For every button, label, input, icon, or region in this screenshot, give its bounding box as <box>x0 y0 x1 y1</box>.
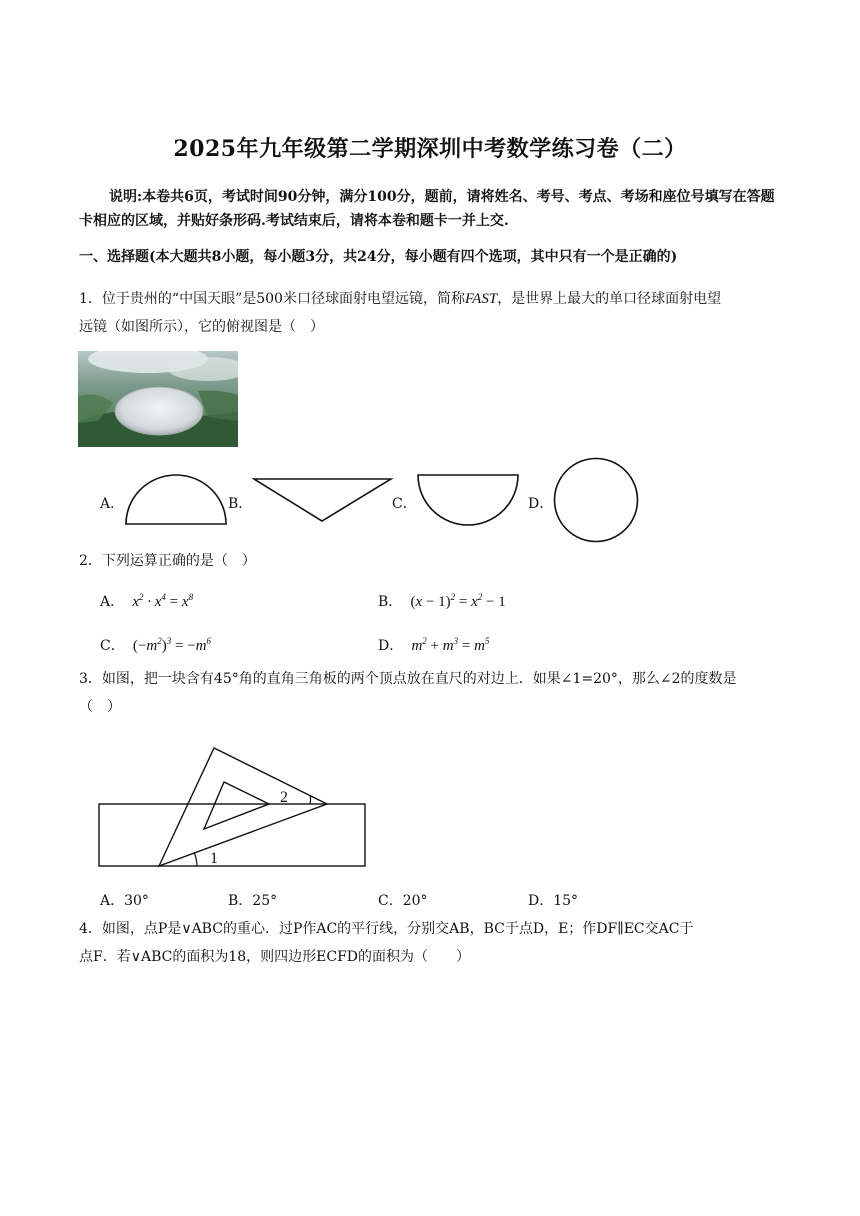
q3-option-c: C．20° <box>378 893 428 909</box>
q2-option-a-formula: $x^2 \cdot x^4 = x^8$ <box>128 592 194 610</box>
q1-option-a-semicircle-icon <box>124 473 228 527</box>
q2-option-c <box>100 635 211 655</box>
ruler-triangle-figure <box>96 742 368 872</box>
question-2: 2．下列运算正确的是（ ） <box>79 553 256 569</box>
q3-option-b: B．25° <box>228 893 278 909</box>
q1-option-b-label: B． <box>228 496 253 512</box>
question-1-text-b: ，是世界上最大的单口径球面射电望 <box>497 291 722 307</box>
q2-option-b-formula: $(x - 1)^2 = x^2 - 1$ <box>410 592 506 610</box>
question-3-text-b: （ ） <box>79 699 121 715</box>
fast-telescope-photo <box>78 351 238 447</box>
q1-option-d-label: D． <box>528 496 554 512</box>
q3-option-a: A．30° <box>100 893 149 909</box>
angle-1-arc <box>194 852 197 866</box>
angle-2-label: 2 <box>280 789 288 806</box>
exam-instructions: 说明:本卷共6页，考试时间90分钟，满分100分，题前，请将姓名、考号、考点、考场和座位号填写在答题卡相应的区域，并贴好条形码.考试结束后，请将本卷和题卡一并上交. <box>79 189 775 229</box>
q2-option-d-label: D． <box>378 638 404 654</box>
q2-option-b-label: B． <box>378 594 403 610</box>
angle-1-label: 1 <box>210 850 218 867</box>
triangle-inner <box>204 782 269 829</box>
q1-option-c-label: C． <box>392 496 417 512</box>
q1-option-b-triangle-icon <box>252 476 394 524</box>
question-1 <box>79 285 781 341</box>
question-3-text-a: 3．如图，把一块含有45°角的直角三角板的两个顶点放在直尺的对边上．如果∠1=20°，那么∠2的度数是 <box>79 671 737 687</box>
question-3 <box>79 665 781 721</box>
q2-option-d <box>378 635 489 655</box>
triangle-outer <box>159 748 327 866</box>
ruler-shape <box>99 804 365 866</box>
q2-option-c-formula: $(-m^2)^3 = -m^6$ <box>132 636 211 654</box>
q1-option-d-circle-icon <box>552 457 640 545</box>
question-4-line-2: 点F．若∨ABC的面积为18，则四边形ECFD的面积为（ ） <box>79 949 471 965</box>
q1-option-a-label: A． <box>100 496 125 512</box>
q2-option-d-formula: $m^2 + m^3 = m^5$ <box>407 636 490 654</box>
question-1-text-c: 远镜（如图所示），它的俯视图是（ ） <box>79 319 324 335</box>
q1-option-c-inverted-semicircle-icon <box>416 472 520 528</box>
question-1-text-a: 1．位于贵州的“中国天眼”是500米口径球面射电望远镜，简称 <box>79 291 465 307</box>
question-1-fast: FAST <box>464 291 498 307</box>
q2-option-c-label: C． <box>100 638 125 654</box>
page-title: 2025年九年级第二学期深圳中考数学练习卷（二） <box>173 136 687 162</box>
q2-option-a <box>100 591 193 611</box>
question-4-line-1: 4．如图，点P是∨ABC的重心．过P作AC的平行线，分别交AB，BC于点D，E；作DF∥EC交AC于 <box>79 921 694 937</box>
q2-option-b <box>378 591 506 611</box>
q3-option-d: D．15° <box>528 893 579 909</box>
question-4 <box>79 915 781 971</box>
angle-2-arc <box>310 795 311 804</box>
section-heading: 一、选择题(本大题共8小题，每小题3分，共24分，每小题有四个选项，其中只有一个是正确的) <box>79 249 678 265</box>
q2-option-a-label: A． <box>100 594 125 610</box>
